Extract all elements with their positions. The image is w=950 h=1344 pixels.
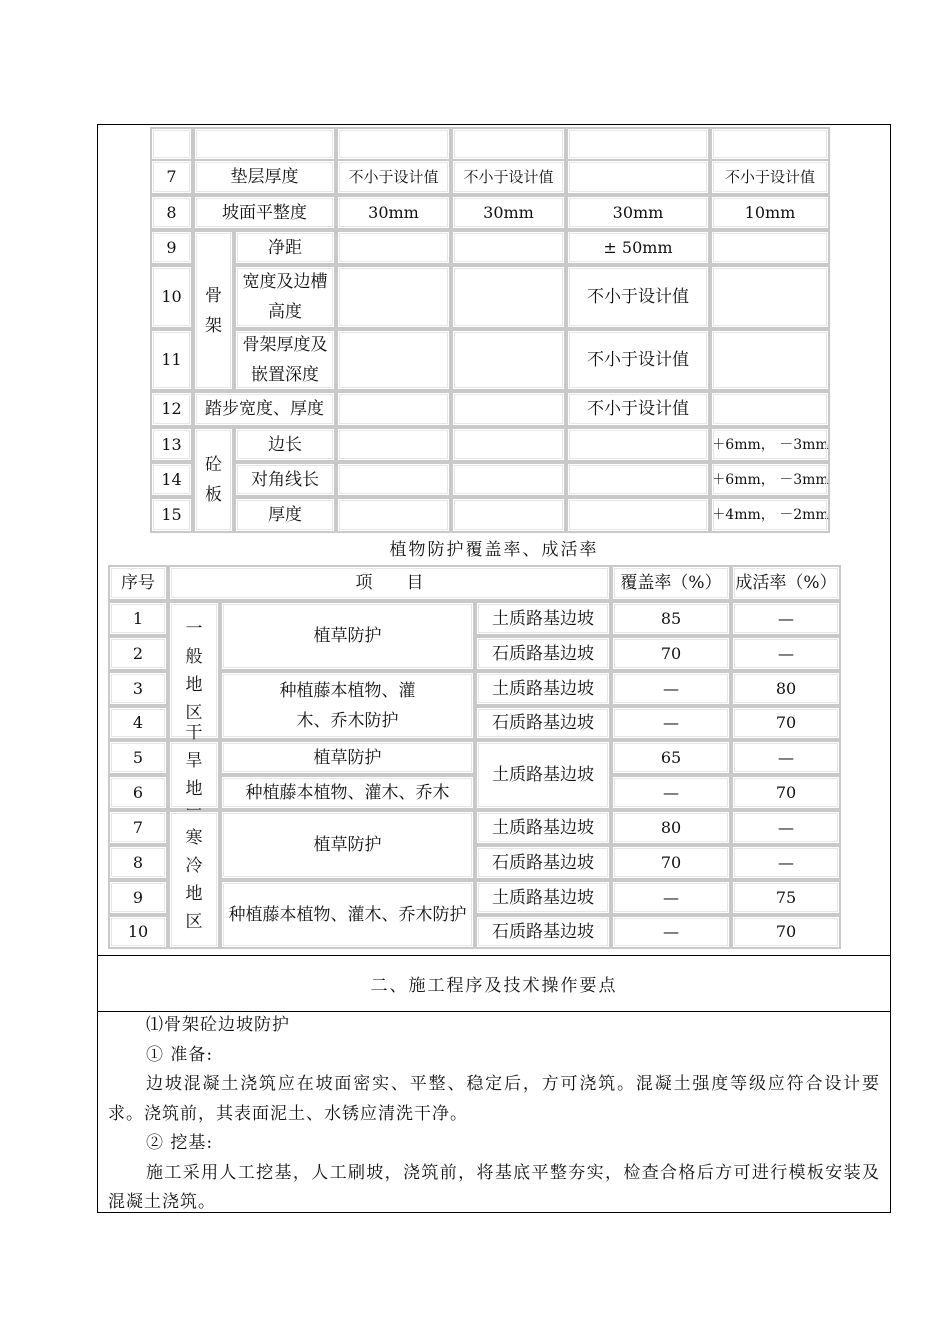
vegetation-table: [108, 565, 844, 952]
value-cell: [566, 462, 710, 497]
tolerance-table: [150, 125, 833, 535]
row-number: 1: [108, 601, 168, 636]
value-cell: [336, 230, 451, 265]
survival-cell: 70: [731, 706, 841, 740]
row-number: 14: [150, 462, 193, 497]
value-cell: 10mm: [710, 195, 830, 230]
slope-type: 土质路基边坡: [475, 880, 611, 915]
table-cell: [336, 127, 451, 161]
coverage-cell: —: [611, 880, 731, 915]
item-cell: 骨架厚度及嵌置深度: [234, 329, 336, 391]
value-cell: [710, 265, 830, 329]
survival-cell: 70: [731, 775, 841, 810]
survival-cell: —: [731, 636, 841, 671]
coverage-cell: 70: [611, 636, 731, 671]
value-cell: [566, 159, 710, 195]
row-number: 10: [108, 915, 168, 949]
row-number: 15: [150, 497, 193, 533]
step-heading: ① 准备:: [146, 1044, 214, 1065]
value-cell: [566, 427, 710, 462]
survival-cell: —: [731, 810, 841, 845]
value-cell: [336, 462, 451, 497]
item-cell: 厚度: [234, 497, 336, 533]
value-cell: ＋6mm， －3mm: [710, 462, 830, 497]
value-cell: 30mm: [451, 195, 566, 230]
value-cell: 不小于设计值: [566, 391, 710, 427]
value-cell: 不小于设计值: [451, 159, 566, 195]
method-vine: 种植藤本植物、灌木、乔木: [220, 775, 475, 810]
slope-type: 土质路基边坡: [475, 740, 611, 810]
group-label-skeleton: 骨架: [193, 230, 234, 391]
method-grass: 植草防护: [220, 601, 475, 671]
coverage-cell: 65: [611, 740, 731, 775]
row-number: 8: [150, 195, 193, 230]
row-number: 9: [150, 230, 193, 265]
item-cell: 垫层厚度: [193, 159, 336, 195]
value-cell: [336, 329, 451, 391]
slope-type: 土质路基边坡: [475, 601, 611, 636]
region-cold: 寒冷地区: [168, 810, 220, 949]
method-vine: 种植藤本植物、灌木、乔木防护: [220, 671, 475, 740]
value-cell: [451, 265, 566, 329]
row-number: 9: [108, 880, 168, 915]
group-label-slab: 砼板: [193, 427, 234, 533]
value-cell: ＋6mm， －3mm: [710, 427, 830, 462]
table-cell: [710, 127, 830, 161]
row-number: 4: [108, 706, 168, 740]
survival-cell: 80: [731, 671, 841, 706]
method-grass: 植草防护: [220, 810, 475, 880]
coverage-cell: —: [611, 775, 731, 810]
survival-cell: 70: [731, 915, 841, 949]
procedure-text: [98, 1011, 890, 1218]
item-cell: 对角线长: [234, 462, 336, 497]
value-cell: 30mm: [336, 195, 451, 230]
slope-type: 土质路基边坡: [475, 810, 611, 845]
coverage-cell: —: [611, 671, 731, 706]
table-caption: 植物防护覆盖率、成活率: [389, 540, 599, 560]
item-cell: 踏步宽度、厚度: [193, 391, 336, 427]
region-general: 一般地区: [168, 601, 220, 740]
document-frame: [97, 124, 891, 1213]
coverage-cell: 70: [611, 845, 731, 880]
row-number: 6: [108, 775, 168, 810]
value-cell: ± 50mm: [566, 230, 710, 265]
value-cell: [710, 391, 830, 427]
value-cell: 不小于设计值: [566, 265, 710, 329]
table-cell: [193, 127, 336, 161]
method-vine: 种植藤本植物、灌木、乔木防护: [220, 880, 475, 949]
value-cell: [451, 427, 566, 462]
item-cell: 坡面平整度: [193, 195, 336, 230]
row-number: 10: [150, 265, 193, 329]
value-cell: 30mm: [566, 195, 710, 230]
paragraph: 施工采用人工挖基，人工刷坡，浇筑前，将基底平整夯实，检查合格后方可进行模板安装及混凝土浇筑。: [108, 1162, 880, 1212]
value-cell: [451, 329, 566, 391]
item-cell: 净距: [234, 230, 336, 265]
survival-cell: —: [731, 601, 841, 636]
value-cell: [451, 497, 566, 533]
row-number: 2: [108, 636, 168, 671]
coverage-cell: —: [611, 915, 731, 949]
row-number: 11: [150, 329, 193, 391]
survival-cell: 75: [731, 880, 841, 915]
value-cell: [451, 230, 566, 265]
coverage-cell: 85: [611, 601, 731, 636]
coverage-cell: 80: [611, 810, 731, 845]
item-cell: 宽度及边槽高度: [234, 265, 336, 329]
value-cell: [566, 497, 710, 533]
row-number: 8: [108, 845, 168, 880]
row-number: 7: [150, 159, 193, 195]
paragraph: 边坡混凝土浇筑应在坡面密实、平整、稳定后，方可浇筑。混凝土强度等级应符合设计要求。浇筑前，其表面泥土、水锈应清洗干净。: [108, 1074, 880, 1124]
value-cell: [451, 391, 566, 427]
row-number: 12: [150, 391, 193, 427]
row-number: 3: [108, 671, 168, 706]
survival-cell: —: [731, 845, 841, 880]
table-cell: [451, 127, 566, 161]
value-cell: [336, 497, 451, 533]
header-no: 序号: [108, 565, 168, 601]
row-number: 13: [150, 427, 193, 462]
value-cell: [336, 265, 451, 329]
value-cell: [451, 462, 566, 497]
section-title: 二、施工程序及技术操作要点: [370, 975, 618, 996]
table-cell: [566, 127, 710, 161]
item-cell: 边长: [234, 427, 336, 462]
header-survival: 成活率（%）: [731, 565, 841, 601]
coverage-cell: —: [611, 706, 731, 740]
step-heading: ② 挖基:: [146, 1133, 214, 1153]
slope-type: 石质路基边坡: [475, 706, 611, 740]
survival-cell: —: [731, 740, 841, 775]
value-cell: [710, 329, 830, 391]
table-cell: [150, 127, 193, 161]
value-cell: 不小于设计值: [710, 159, 830, 195]
value-cell: 不小于设计值: [566, 329, 710, 391]
header-coverage: 覆盖率（%）: [611, 565, 731, 601]
slope-type: 土质路基边坡: [475, 671, 611, 706]
subsection-heading: ⑴骨架砼边坡防护: [146, 1015, 290, 1035]
header-item: 项 目: [168, 565, 611, 601]
value-cell: [710, 230, 830, 265]
row-number: 7: [108, 810, 168, 845]
region-arid: 旱地: [168, 740, 220, 810]
value-cell: [336, 427, 451, 462]
value-cell: [336, 391, 451, 427]
slope-type: 石质路基边坡: [475, 845, 611, 880]
value-cell: ＋4mm， －2mm: [710, 497, 830, 533]
row-number: 5: [108, 740, 168, 775]
method-grass: 植草防护: [220, 740, 475, 775]
value-cell: 不小于设计值: [336, 159, 451, 195]
slope-type: 石质路基边坡: [475, 636, 611, 671]
slope-type: 石质路基边坡: [475, 915, 611, 949]
